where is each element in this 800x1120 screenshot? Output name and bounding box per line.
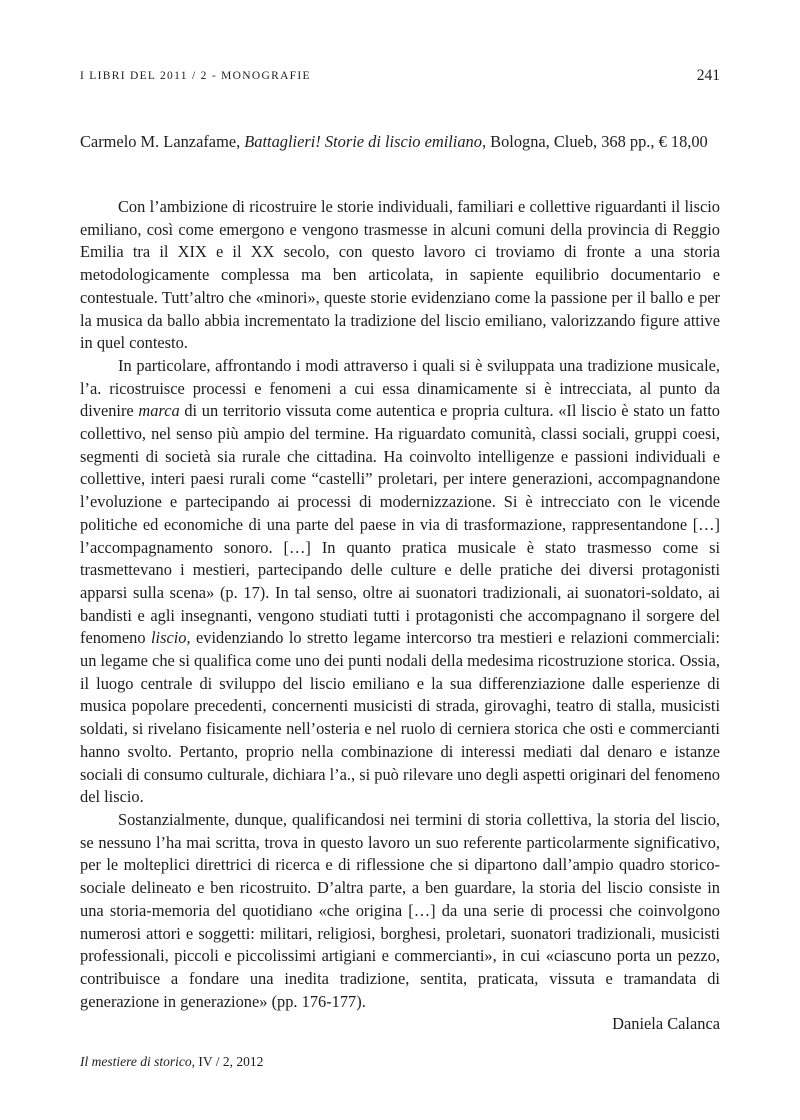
page-number: 241: [696, 67, 720, 84]
document-page: [80, 0, 720, 1120]
review-paragraph: [80, 196, 720, 355]
paragraph-text: di un territorio vissuta come autentica e propria cultura. «Il liscio è stato un fatto collettivo, nel senso più ampio del termine. Ha riguardato comunità, classi sociali, gruppi coesi, segmenti di società sia rurale che cittadina. Ha coinvolto intelligenze e passioni individuali e collettive, interi paesi rurali come “castelli” proletari, per intere generazioni, accompagnandone l’evoluzione e partecipando ai processi di modernizzazione. Si è intrecciato con le vicende politiche ed economiche di una parte del paese in via di trasformazione, rappresentandone […] l’accompagnamento sonoro. […] In quanto pratica musicale è stato trasmesso come si trasmettevano i mestieri, partecipando delle culture e delle pratiche dei diversi protagonisti apparsi sulla scena» (p. 17). In tal senso, oltre ai suonatori tradizionali, ai suonatori-soldato, ai bandisti e agli insegnanti, vengono studiati tutti i protagonisti che accompagnano il sorgere del fenomeno: [80, 401, 720, 648]
paragraph-text: Sostanzialmente, dunque, qualificandosi nei termini di storia collettiva, la storia del liscio, se nessuno l’ha mai scritta, trova in questo lavoro un suo referente particolarmente significativo, per le molteplici direttrici di ricerca e di riflessione che si dipartono dall’ampio quadro storico-sociale delineato e ben ricostruito. D’altra parte, a ben guardare, la storia del liscio consiste in una storia-memoria del quotidiano «che origina […] da una serie di processi che coinvolgono numerosi attori e soggetti: militari, religiosi, borghesi, proletari, suonatori tradizionali, musicisti professionali, piccoli e piccolissimi artigiani e commercianti», in cui «ciascuno porta un pezzo, contribuisce a fondare una inedita tradizione, sentita, praticata, vissuta e tramandata di generazione in generazione» (pp. 176-177).: [80, 809, 720, 1011]
italic-term: marca: [138, 401, 180, 421]
running-head: [80, 67, 720, 87]
italic-term: liscio,: [150, 628, 191, 648]
review-body: [80, 196, 720, 1036]
journal-footer: [80, 1054, 263, 1070]
review-paragraph: [80, 355, 720, 809]
reviewer-signature: Daniela Calanca: [612, 1014, 720, 1034]
journal-issue: , IV / 2, 2012: [191, 1054, 264, 1069]
paragraph-text: In particolare, affrontando i modi attraverso i quali si è sviluppata una tradizione musicale, l’a. ricostruisce processi e fenomeni a cui essa dinamicamente si è intrecciata, al punto da divenire: [80, 355, 720, 421]
book-publication-info: , Bologna, Clueb, 368 pp., € 18,00: [481, 132, 708, 151]
book-citation: [80, 130, 720, 154]
journal-title: Il mestiere di storico: [80, 1054, 192, 1069]
review-paragraph: [80, 809, 720, 1013]
paragraph-text: Con l’ambizione di ricostruire le storie individuali, familiari e collettive riguardanti il liscio emiliano, così come emergono e vengono trasmesse in alcuni comuni della provincia di Reggio Emilia tra il XIX e il XX secolo, con questo lavoro ci troviamo di fronte a una storia metodologicamente complessa ma ben articolata, in sapiente equilibrio documentario e contestuale. Tutt’altro che «minori», queste storie evidenziano come la passione per il ballo e per la musica da ballo abbia incrementato la tradizione del liscio emiliano, valorizzando figure attive in quel contesto.: [80, 197, 720, 353]
review-paragraphs: [80, 196, 720, 1013]
book-title: Battaglieri! Storie di liscio emiliano: [244, 132, 482, 151]
section-title: I LIBRI DEL 2011 / 2 - MONOGRAFIE: [80, 70, 311, 82]
book-author: Carmelo M. Lanzafame,: [80, 132, 245, 151]
paragraph-text: evidenziando lo stretto legame intercorso tra mestieri e relazioni commerciali: un legame che si qualifica come uno dei punti nodali della medesima ricostruzione storica. Ossia, il luogo centrale di sviluppo del liscio emiliano e la sua differenziazione dalle esperienze di musica popolare precedenti, concernenti musicisti di strada, girovaghi, teatro di stalla, musicisti soldati, si rivelano fisicamente nell’osteria e nel ruolo di cerniera storica che osti e commercianti hanno svolto. Pertanto, proprio nella combinazione di interessi mediati dal denaro e istanze sociali di consumo culturale, dichiara l’a., si può rilevare uno degli aspetti originari del fenomeno del liscio.: [80, 628, 720, 807]
